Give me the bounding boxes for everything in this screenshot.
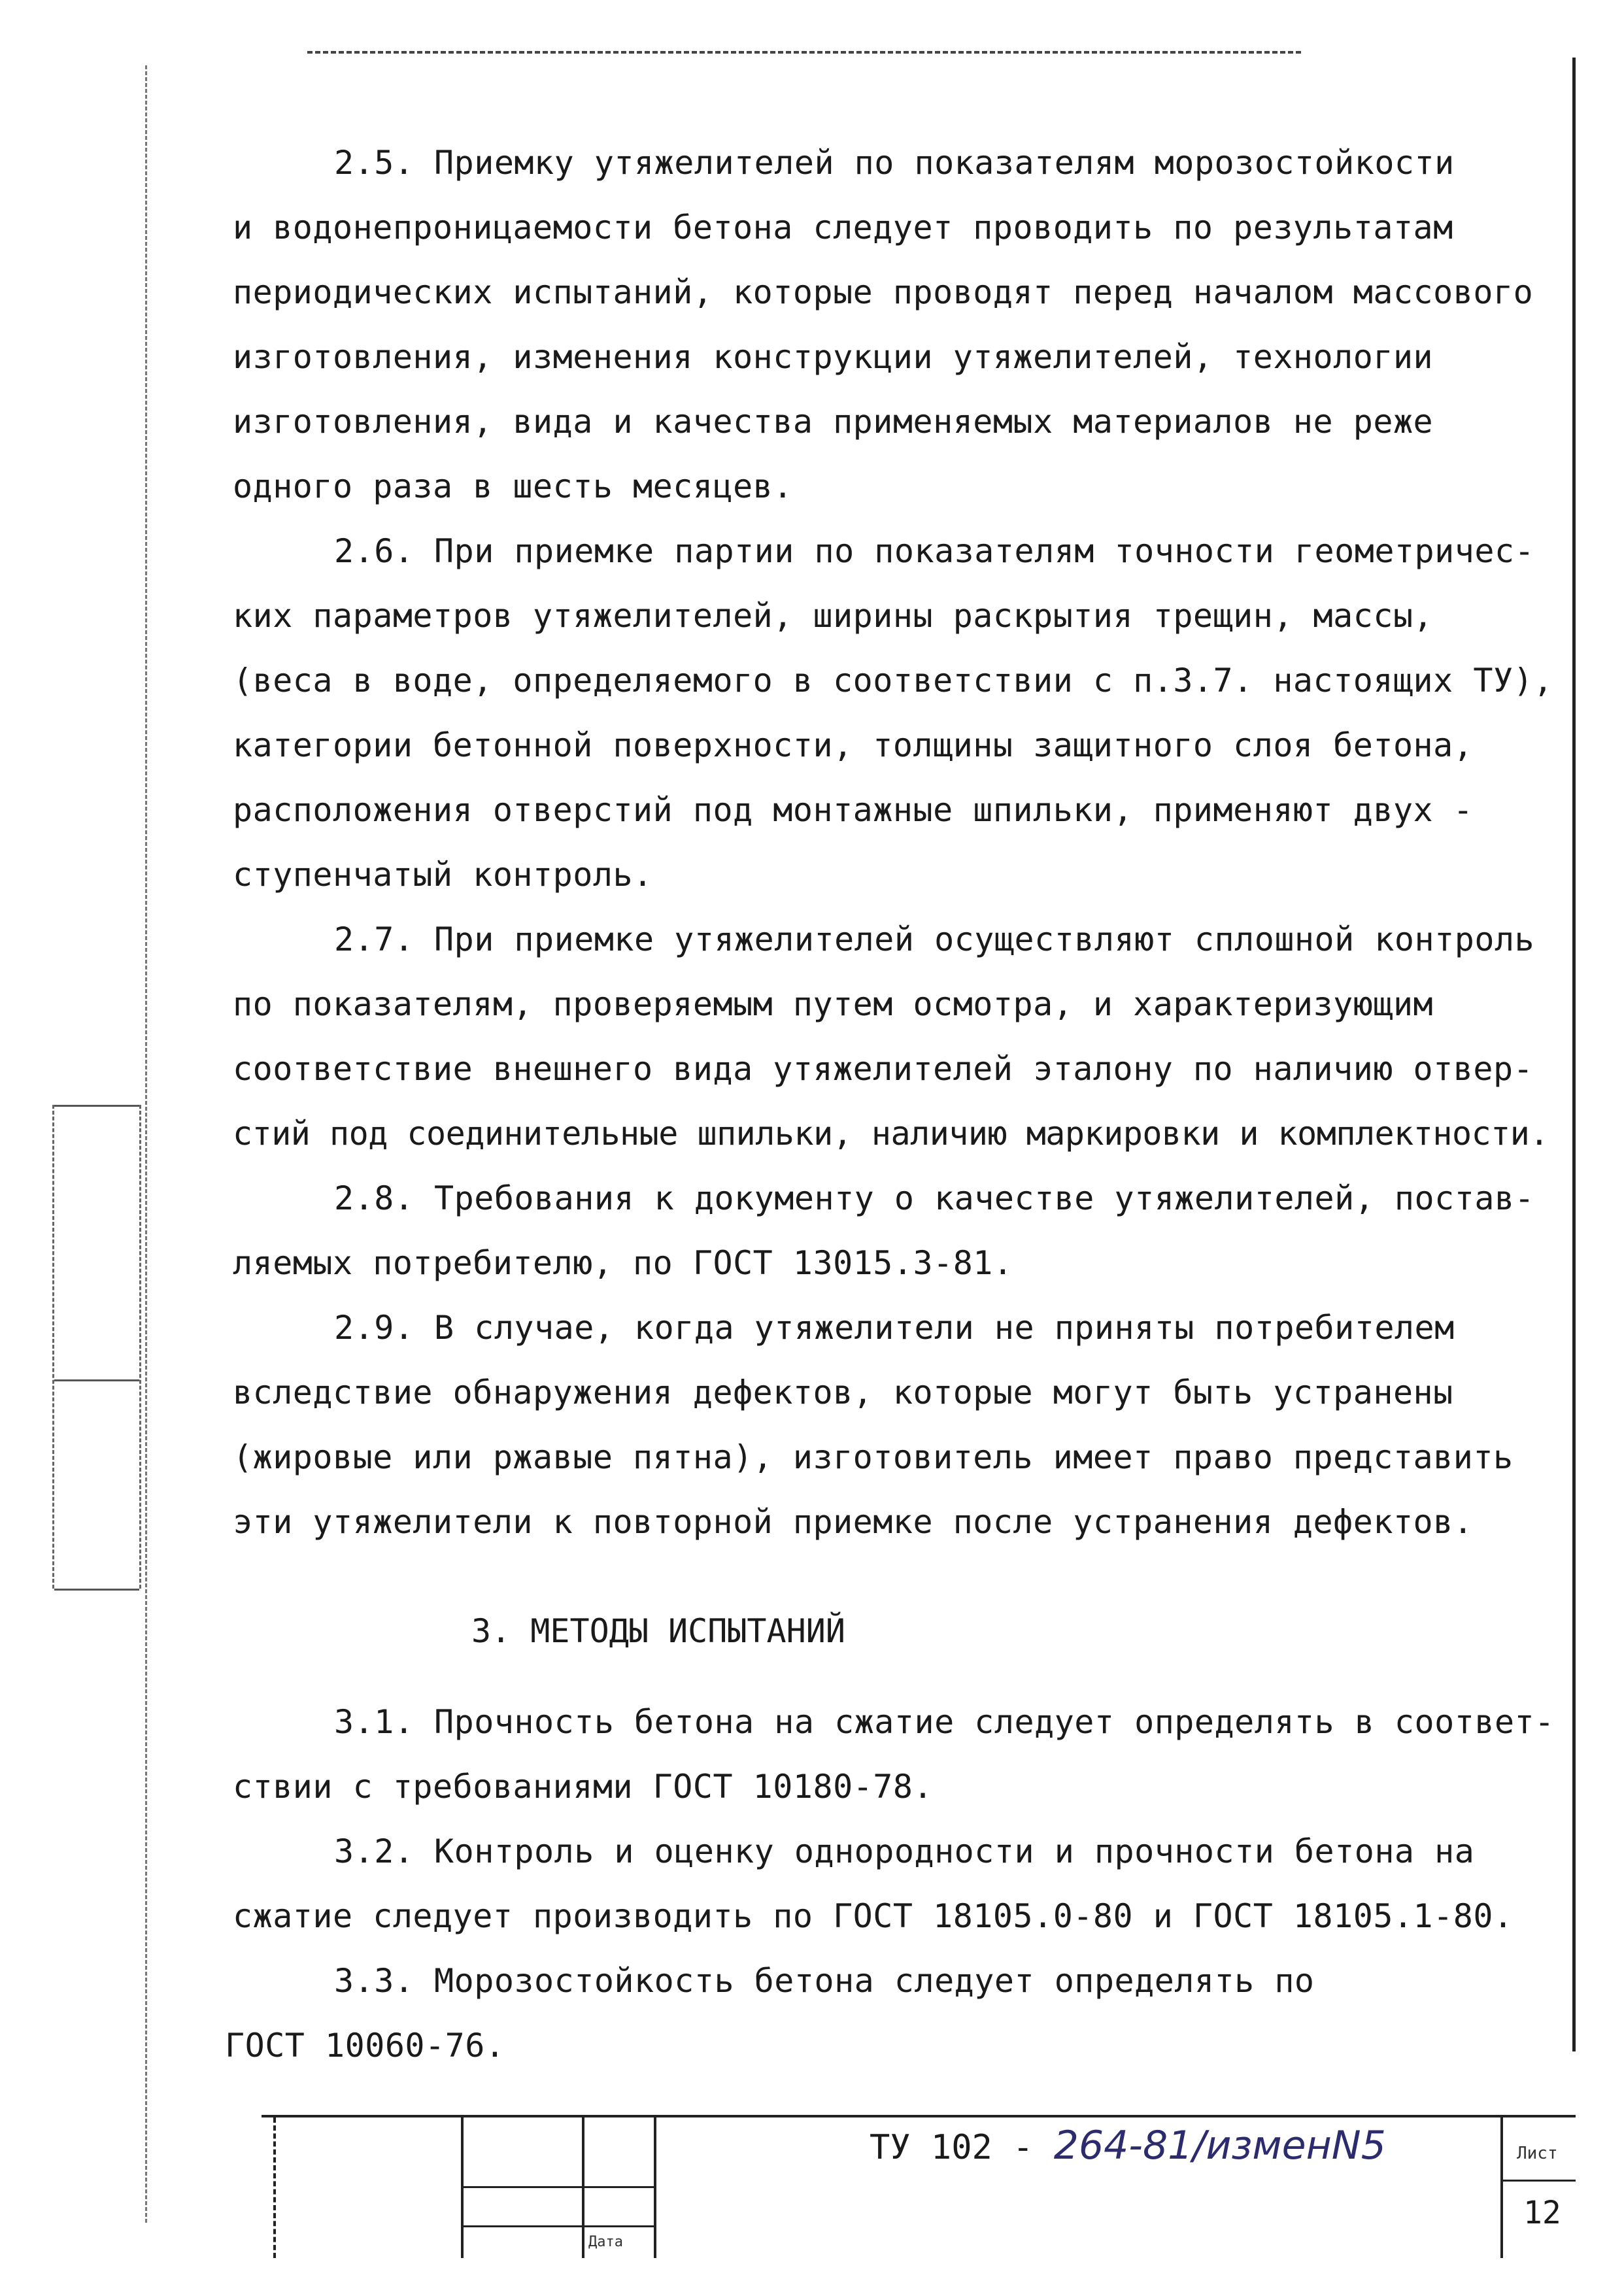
title-block-stamp: [262, 2115, 1576, 2258]
margin-divider: [54, 1379, 139, 1381]
paragraph-3-3: [225, 1949, 1573, 2078]
text-line: (веса в воде, определяемого в соответствии с п.3.7. настоящих ТУ),: [233, 662, 1553, 700]
stamp-row-line: [461, 2186, 654, 2188]
date-label: Дата: [588, 2234, 623, 2250]
text-line: соответствие внешнего вида утяжелителей эталону по наличию отвер-: [233, 1050, 1534, 1088]
text-line: ких параметров утяжелителей, ширины раскрытия трещин, массы,: [233, 597, 1434, 635]
text-line: расположения отверстий под монтажные шпильки, применяют двух -: [233, 791, 1474, 829]
text-line: 2.6. При приемке партии по показателям точности геометричес-: [334, 532, 1535, 570]
paragraph-3-1: [233, 1690, 1573, 1819]
text-line: 3.2. Контроль и оценку однородности и прочности бетона на: [334, 1832, 1475, 1870]
text-line: 2.7. При приемке утяжелителей осуществляют сплошной контроль: [334, 920, 1535, 958]
text-line: ствии с требованиями ГОСТ 10180-78.: [233, 1768, 934, 1806]
text-line: ступенчатый контроль.: [233, 856, 653, 894]
text-line: ляемых потребителю, по ГОСТ 13015.3-81.: [233, 1244, 1013, 1282]
text-line: 2.8. Требования к документу о качестве утяжелителей, постав-: [334, 1179, 1535, 1217]
text-line: 2.9. В случае, когда утяжелители не приняты потребителем: [334, 1309, 1455, 1347]
stamp-row-line: [1500, 2180, 1576, 2182]
text-line: изготовления, изменения конструкции утяжелителей, технологии: [233, 338, 1434, 376]
text-line: периодических испытаний, которые проводят перед началом массового: [233, 273, 1534, 311]
text-line: категории бетонной поверхности, толщины защитного слоя бетона,: [233, 726, 1474, 764]
paragraph-2-6: [233, 519, 1573, 907]
paragraph-2-9: [233, 1296, 1573, 1555]
text-line: одного раза в шесть месяцев.: [233, 467, 793, 505]
text-line: 3.1. Прочность бетона на сжатие следует определять в соответ-: [334, 1703, 1555, 1741]
text-line: (жировые или ржавые пятна), изготовитель имеет право представить: [233, 1438, 1514, 1476]
text-line: стий под соединительные шпильки, наличию маркировки и комплектности.: [233, 1115, 1549, 1153]
text-line: и водонепроницаемости бетона следует проводить по результатам: [233, 209, 1453, 246]
text-line: 2.5. Приемку утяжелителей по показателям морозостойкости: [334, 144, 1455, 182]
margin-binding-box: [52, 1105, 141, 1589]
text-line: сжатие следует производить по ГОСТ 18105.0-80 и ГОСТ 18105.1-80.: [233, 1897, 1514, 1935]
header-rule: [307, 51, 1301, 54]
paragraph-3-2: [233, 1819, 1573, 1949]
document-code-handwritten: 264-81/изменN5: [1053, 2123, 1386, 2168]
body-text: [225, 131, 1573, 2078]
frame-left-border: [145, 65, 147, 2223]
paragraph-2-5: [233, 131, 1573, 519]
document-code: [870, 2123, 1386, 2168]
text-line: 3.3. Морозостойкость бетона следует определять по: [334, 1962, 1315, 2000]
stamp-row-line: [461, 2225, 654, 2227]
sheet-label: Лист: [1517, 2144, 1558, 2163]
text-line: по показателям, проверяемым путем осмотра, и характеризующим: [233, 985, 1434, 1023]
margin-divider: [54, 1589, 139, 1591]
document-code-printed: ТУ 102 -: [870, 2128, 1034, 2167]
sheet-number: 12: [1523, 2195, 1561, 2231]
margin-divider: [54, 1105, 139, 1107]
text-line: вследствие обнаружения дефектов, которые могут быть устранены: [233, 1374, 1453, 1411]
stamp-column: [273, 2117, 276, 2258]
text-line: ГОСТ 10060-76.: [225, 2027, 505, 2065]
paragraph-2-8: [233, 1166, 1573, 1296]
paragraph-2-7: [233, 907, 1573, 1166]
section-heading: 3. МЕТОДЫ ИСПЫТАНИЙ: [471, 1612, 845, 1650]
stamp-column: [654, 2117, 656, 2258]
stamp-column: [1500, 2117, 1503, 2258]
text-line: эти утяжелители к повторной приемке после устранения дефектов.: [233, 1503, 1474, 1541]
text-line: изготовления, вида и качества применяемых материалов не реже: [233, 403, 1434, 441]
